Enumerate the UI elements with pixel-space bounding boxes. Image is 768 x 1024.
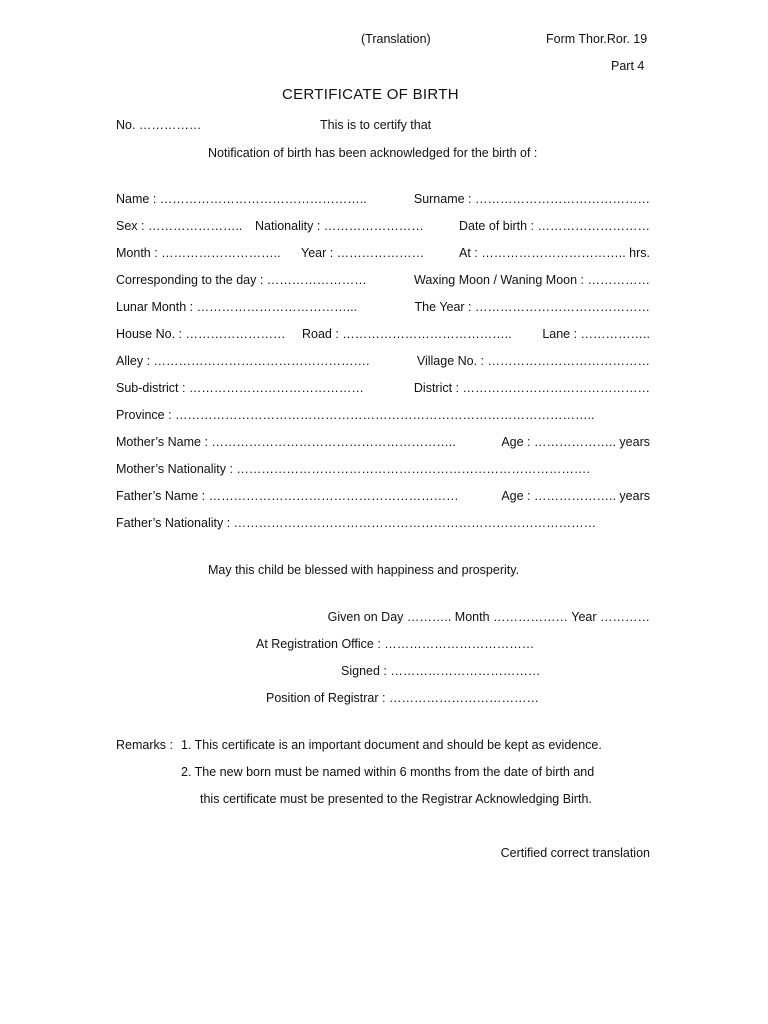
remark-item-1: 1. This certificate is an important document and should be kept as evidence. — [181, 738, 602, 752]
certified-translation-note: Certified correct translation — [500, 846, 650, 860]
province-field: Province : ……………………………………………………………………………………….. — [116, 408, 595, 422]
lane-field: Lane : …………….. — [542, 327, 650, 341]
certificate-title: CERTIFICATE OF BIRTH — [282, 86, 459, 103]
blessing-text: May this child be blessed with happiness and prosperity. — [208, 563, 520, 577]
house-row — [116, 326, 650, 342]
father-row — [116, 488, 650, 504]
district-field: District : ……………………………………… — [413, 381, 650, 395]
mother-row — [116, 434, 650, 450]
fathers-age-field: Age : ……………….. years — [501, 489, 650, 503]
certificate-number: No. …………… — [116, 118, 202, 132]
fathers-name-field: Father’s Name : …………………………………………………… — [116, 489, 459, 503]
month-row — [116, 245, 650, 261]
sex-row — [116, 218, 650, 234]
date-of-birth-field: Date of birth : ……………………… — [458, 219, 650, 233]
fathers-nationality-field: Father’s Nationality : …………………………………………………………………………… — [116, 516, 597, 530]
notification-statement: Notification of birth has been acknowledged for the birth of : — [208, 146, 538, 160]
mothers-name-field: Mother’s Name : ………………………………………………….. — [116, 435, 456, 449]
the-year-field: The Year : …………………………………… — [414, 300, 650, 314]
month-field: Month : ……………………….. — [116, 246, 281, 260]
mothers-nationality-field: Mother’s Nationality : …………………………………………………………………………. — [116, 462, 590, 476]
remarks-label: Remarks : — [116, 738, 173, 752]
day-row — [116, 272, 650, 288]
road-field: Road : ………………………………….. — [302, 327, 512, 341]
village-no-field: Village No. : ………………………………… — [416, 354, 650, 368]
translation-label: (Translation) — [361, 32, 431, 46]
house-no-field: House No. : …………………… — [116, 327, 286, 341]
surname-field: Surname : …………………………………… — [413, 192, 650, 206]
remark-item-2-line-2: this certificate must be presented to the Registrar Acknowledging Birth. — [200, 792, 592, 806]
moon-phase-field: Waxing Moon / Waning Moon : …………… — [414, 273, 650, 287]
year-field: Year : ………………… — [301, 246, 425, 260]
lunar-row — [116, 299, 650, 315]
subdistrict-row — [116, 380, 650, 396]
sex-field: Sex : ………………….. — [116, 219, 243, 233]
part-label: Part 4 — [611, 59, 645, 73]
mother-nationality-row — [116, 461, 650, 477]
sub-district-field: Sub-district : …………………………………… — [116, 381, 364, 395]
registrar-position-line: Position of Registrar : ……………………………… — [266, 691, 539, 705]
remark-item-2-line-1: 2. The new born must be named within 6 months from the date of birth and — [181, 765, 595, 779]
lunar-month-field: Lunar Month : ………………………………... — [116, 300, 358, 314]
registration-office-line: At Registration Office : ……………………………… — [256, 637, 535, 651]
form-number: Form Thor.Ror. 19 — [546, 32, 648, 46]
certify-statement: This is to certify that — [320, 118, 432, 132]
time-field: At : …………………………….. hrs. — [459, 246, 650, 260]
father-nationality-row — [116, 515, 650, 531]
name-field: Name : ………………………………………….. — [116, 192, 367, 206]
name-row — [116, 191, 650, 207]
given-on-line: Given on Day ……….. Month ……………… Year ………… — [327, 610, 650, 624]
alley-row — [116, 353, 650, 369]
province-row — [116, 407, 650, 423]
nationality-field: Nationality : …………………… — [255, 219, 424, 233]
corresponding-day-field: Corresponding to the day : …………………… — [116, 273, 367, 287]
mothers-age-field: Age : ……………….. years — [501, 435, 650, 449]
signed-line: Signed : ……………………………… — [341, 664, 541, 678]
alley-field: Alley : ……………………………………………. — [116, 354, 370, 368]
